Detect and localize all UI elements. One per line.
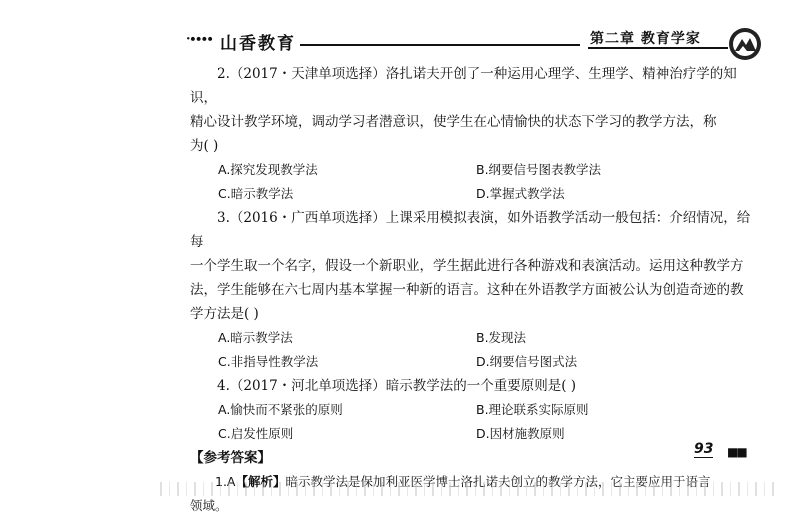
page-content <box>190 62 758 518</box>
page-mark-icon: ■■ <box>727 445 746 459</box>
answer-1-continued: 领域。 <box>190 498 228 513</box>
option: D.因材施教原则 <box>476 426 565 441</box>
option: B.发现法 <box>476 330 527 345</box>
answer-text: 暗示教学法是保加利亚医学博士洛扎诺夫创立的教学方法，它主要应用于语言 <box>285 474 711 489</box>
option: C.暗示教学法 <box>218 186 294 201</box>
page-header <box>0 0 800 60</box>
option: A.愉快而不紧张的原则 <box>218 402 343 417</box>
scan-noise <box>160 482 780 496</box>
brand-decoration: ·∙∙∙∙ <box>186 32 213 47</box>
question-2-text: 2.（2017・天津单项选择）洛扎诺夫开创了一种运用心理学、生理学、精神治疗学的知识， <box>190 66 737 106</box>
page-number: 93 <box>694 441 714 457</box>
question-2-options <box>218 158 758 206</box>
question-4-text: 4.（2017・河北单项选择）暗示教学法的一个重要原则是( ) <box>217 378 577 394</box>
option: B.纲要信号图表教学法 <box>476 162 602 177</box>
answers-heading: 【参考答案】 <box>190 450 271 466</box>
question-4-options <box>218 398 758 446</box>
header-rule <box>588 47 728 49</box>
answer-label: 1.A <box>215 474 236 489</box>
question-2-text: 精心设计教学环境，调动学习者潜意识，使学生在心情愉快的状态下学习的教学方法，称 <box>190 114 717 130</box>
option: D.掌握式教学法 <box>476 186 565 201</box>
question-2-text: 为( ) <box>190 138 219 154</box>
option: A.暗示教学法 <box>218 330 293 345</box>
option: D.纲要信号图式法 <box>476 354 578 369</box>
option: C.启发性原则 <box>218 426 294 441</box>
header-rule <box>300 44 580 46</box>
question-3-text: 一个学生取一个名字，假设一个新职业，学生据此进行各种游戏和表演活动。运用这种教学方 <box>190 258 744 274</box>
analysis-tag: 【解析】 <box>235 474 286 489</box>
option: B.理论联系实际原则 <box>476 402 589 417</box>
mountain-seal-icon <box>727 26 763 62</box>
question-3-text: 3.（2016・广西单项选择）上课采用模拟表演，如外语教学活动一般包括：介绍情况，给每 <box>190 210 751 250</box>
question-3-options <box>218 326 758 374</box>
page-footer <box>694 441 764 463</box>
question-3-text: 学方法是( ) <box>190 306 259 322</box>
chapter-title: 第二章 教育学家 <box>590 31 701 47</box>
option: A.探究发现教学法 <box>218 162 318 177</box>
brand-name: 山香教育 <box>220 34 296 54</box>
question-3-text: 法，学生能够在六七周内基本掌握一种新的语言。这种在外语教学方面被公认为创造奇迹的教 <box>190 282 744 298</box>
option: C.非指导性教学法 <box>218 354 319 369</box>
